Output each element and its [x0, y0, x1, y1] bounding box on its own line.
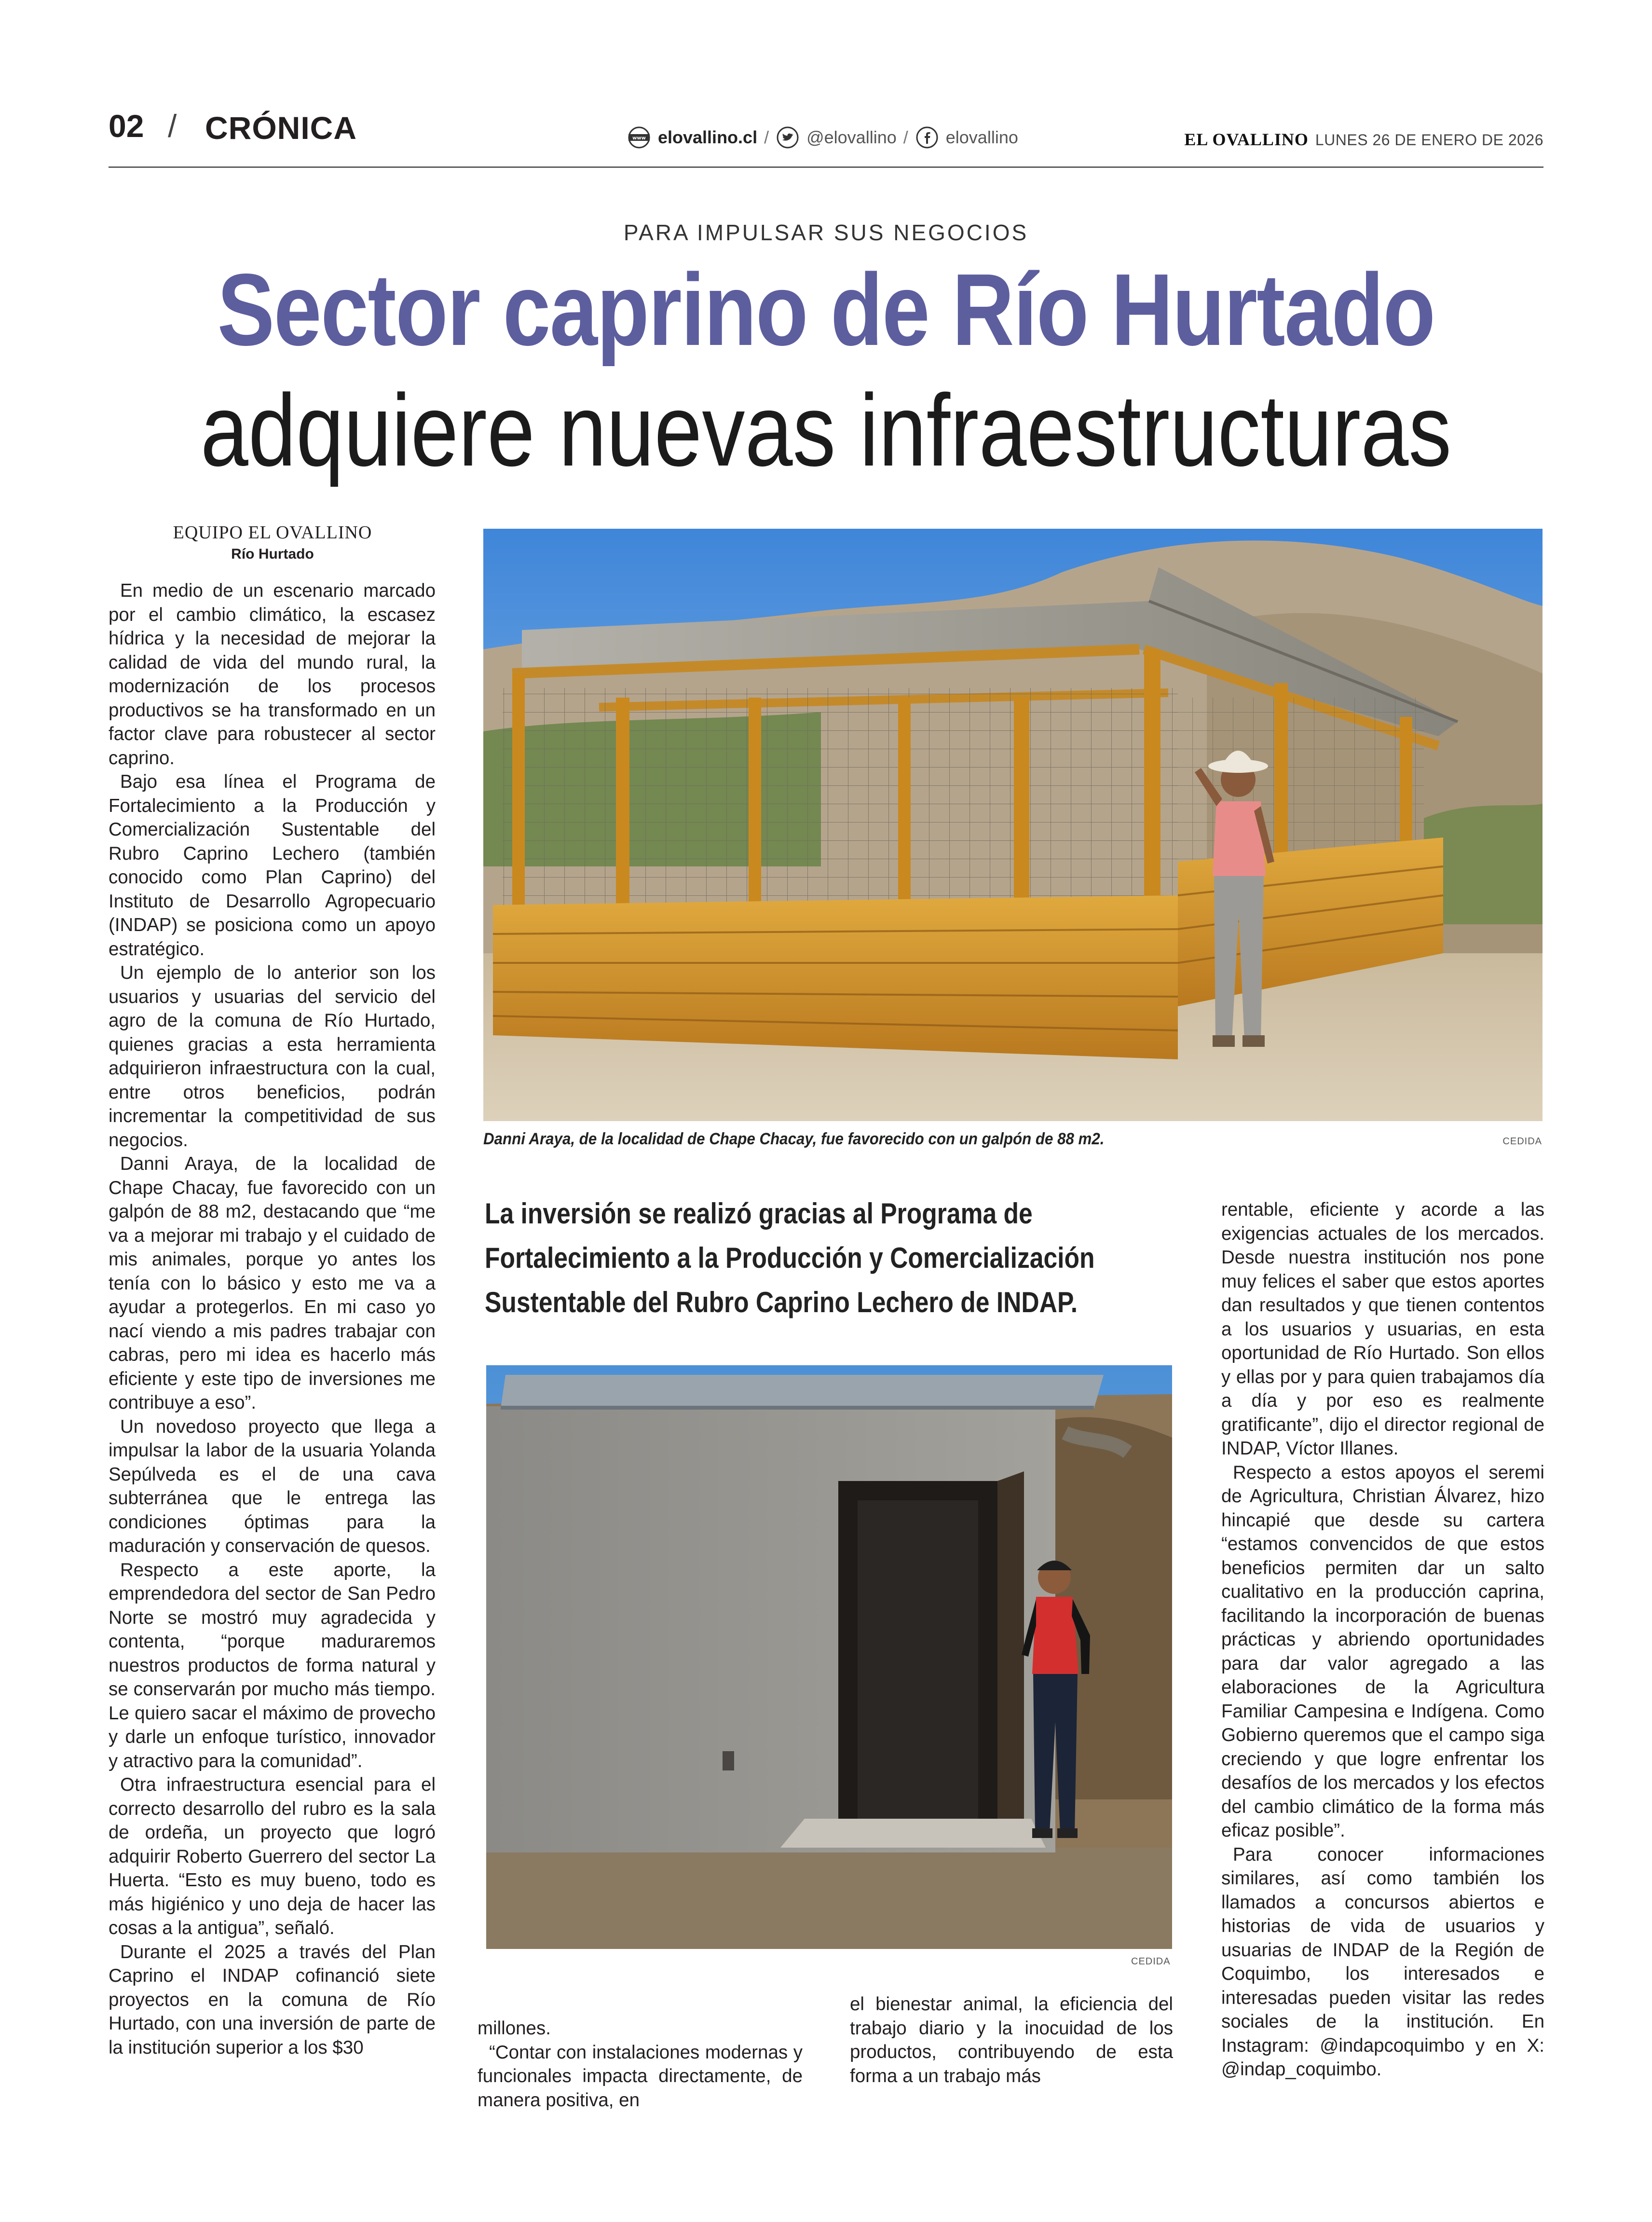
- paragraph: Respecto a estos apoyos el seremi de Agricultura, Christian Álvarez, hizo hincapié que desde su cartera “estamos convencidos de que estos beneficios permiten dar un salto cualitativo en la producción caprina, facilitando la incorporación de buenas prácticas y abriendo oportunidades para dar valor agregado a las elaboraciones de la Agricultura Familiar Campesina e Indígena. Como Gobierno queremos que el campo siga creciendo y que logre enfrentar los desafíos de los mercados y los efectos del cambio climático de la forma más eficaz posible”.: [1221, 1462, 1544, 1841]
- paragraph: Durante el 2025 a través del Plan Caprino el INDAP cofinanció siete proyectos en la comuna de Río Hurtado, con una inversión de parte de la institución superior a los $30: [109, 1941, 436, 2058]
- headline-line-2: adquiere nuevas infraestructuras: [200, 373, 1452, 487]
- facebook-icon: [915, 125, 939, 150]
- header-divider: /: [168, 108, 177, 144]
- body-column-2: [478, 2016, 803, 2112]
- pull-quote: [485, 1192, 1095, 1325]
- body-column-3: [850, 1992, 1173, 2088]
- section-title: CRÓNICA: [205, 110, 357, 146]
- twitter-link[interactable]: @elovallino: [806, 127, 897, 147]
- page-number: 02: [109, 108, 144, 144]
- paragraph: Danni Araya, de la localidad de Chape Chacay, fue favorecido con un galpón de 88 m2, destacando que “me va a mejorar mi trabajo y el cuidado de mis animales, porque yo antes los tenía con lo básico y esto me va a ayudar a protegerlos. En mi caso yo nací viendo a mis padres trabajar con cabras, pero mi idea es hacerlo más eficiente y este tipo de inversiones me contribuye a eso”.: [109, 1153, 436, 1413]
- body-column-1: [109, 579, 436, 2059]
- paragraph: Bajo esa línea el Programa de Fortalecimiento a la Producción y Comercialización Sustentable del Rubro Caprino Lechero (también conocido como Plan Caprino) del Instituto de Desarrollo Agropecuario (INDAP) se posiciona como un apoyo estratégico.: [109, 771, 436, 960]
- social-separator: /: [903, 127, 908, 147]
- paragraph: el bienestar animal, la eficiencia del trabajo diario y la inocuidad de los productos, contribuyendo de esta forma a un trabajo más: [850, 1994, 1173, 2086]
- facebook-link[interactable]: elovallino: [945, 127, 1018, 147]
- pull-quote-line: Sustentable del Rubro Caprino Lechero de INDAP.: [485, 1286, 1078, 1318]
- issue-date: LUNES 26 DE ENERO DE 2026: [1315, 131, 1543, 149]
- byline: EQUIPO EL OVALLINO: [173, 522, 372, 543]
- social-separator: /: [764, 127, 769, 147]
- headline-line-1: Sector caprino de Río Hurtado: [217, 252, 1435, 367]
- header-rule: [109, 166, 1543, 168]
- paragraph: millones.: [478, 2018, 551, 2039]
- photo-caption: Danni Araya, de la localidad de Chape Chacay, fue favorecido con un galpón de 88 m2.: [483, 1130, 1105, 1148]
- photo-cheese-cellar: [486, 1365, 1172, 1949]
- photo-goat-shed: [483, 529, 1543, 1121]
- web-icon: [627, 125, 651, 150]
- paragraph: Un ejemplo de lo anterior son los usuarios y usuarias del servicio del agro de la comuna de Río Hurtado, quienes gracias a esta herramienta adquirieron infraestructura con la cual, entre otros beneficios, podrán incrementar la competitividad de sus negocios.: [109, 962, 436, 1151]
- svg-text:www: www: [632, 136, 646, 141]
- pull-quote-line: La inversión se realizó gracias al Programa de: [485, 1197, 1033, 1230]
- paragraph: Un novedoso proyecto que llega a impulsar la labor de la usuaria Yolanda Sepúlveda es el de una cava subterránea que le entrega las condiciones óptimas para la maduración y conservación de quesos.: [109, 1416, 436, 1556]
- photo-credit: CEDIDA: [1131, 1956, 1171, 1967]
- twitter-icon: [776, 125, 800, 150]
- paragraph: En medio de un escenario marcado por el cambio climático, la escasez hídrica y la necesidad de mejorar la calidad de vida del mundo rural, la modernización de los procesos productivos se ha transformado en un factor clave para robustecer al sector caprino.: [109, 580, 436, 768]
- dateline-location: Río Hurtado: [231, 546, 314, 562]
- paragraph: Otra infraestructura esencial para el correcto desarrollo del rubro es la sala de ordeña, un proyecto que logró adquirir Roberto Guerrero del sector La Huerta. “Esto es muy bueno, todo es más higiénico y uno deja de hacer las cosas a la antigua”, señaló.: [109, 1774, 436, 1938]
- social-links: [627, 125, 1018, 150]
- photo-credit: CEDIDA: [1502, 1136, 1542, 1147]
- body-column-4: [1221, 1198, 1544, 2082]
- paragraph: Respecto a este aporte, la emprendedora del sector de San Pedro Norte se mostró muy agradecida y contenta, “porque maduraremos nuestros productos de forma natural y se conservarán por mucho más tiempo. Le quiero sacar el máximo de provecho y darle un enfoque turístico, innovador y atractivo para la comunidad”.: [109, 1559, 436, 1771]
- website-link[interactable]: elovallino.cl: [658, 127, 758, 147]
- paragraph: rentable, eficiente y acorde a las exigencias actuales de los mercados. Desde nuestra institución nos pone muy felices el saber que estos aportes dan resultados y que tienen contentos a los usuarios y usuarias, en esta oportunidad de Río Hurtado. Son ellos y ellas por y para quien trabajamos día a día y por eso es realmente gratificante”, dijo el director regional de INDAP, Víctor Illanes.: [1221, 1199, 1544, 1459]
- paragraph: Para conocer informaciones similares, así como también los llamados a concursos abiertos e historias de vida de usuarios y usuarias de INDAP de la Región de Coquimbo, los interesados e interesadas pueden visitar las redes sociales de la institución. En Instagram: @indapcoquimbo y en X: @indap_coquimbo.: [1221, 1844, 1544, 2080]
- pull-quote-line: Fortalecimiento a la Producción y Comercialización: [485, 1242, 1095, 1274]
- masthead: [1184, 129, 1543, 150]
- paragraph: “Contar con instalaciones modernas y funcionales impacta directamente, de manera positiva, en: [478, 2042, 803, 2111]
- newspaper-name: EL OVALLINO: [1184, 130, 1309, 149]
- kicker: PARA IMPULSAR SUS NEGOCIOS: [623, 220, 1029, 245]
